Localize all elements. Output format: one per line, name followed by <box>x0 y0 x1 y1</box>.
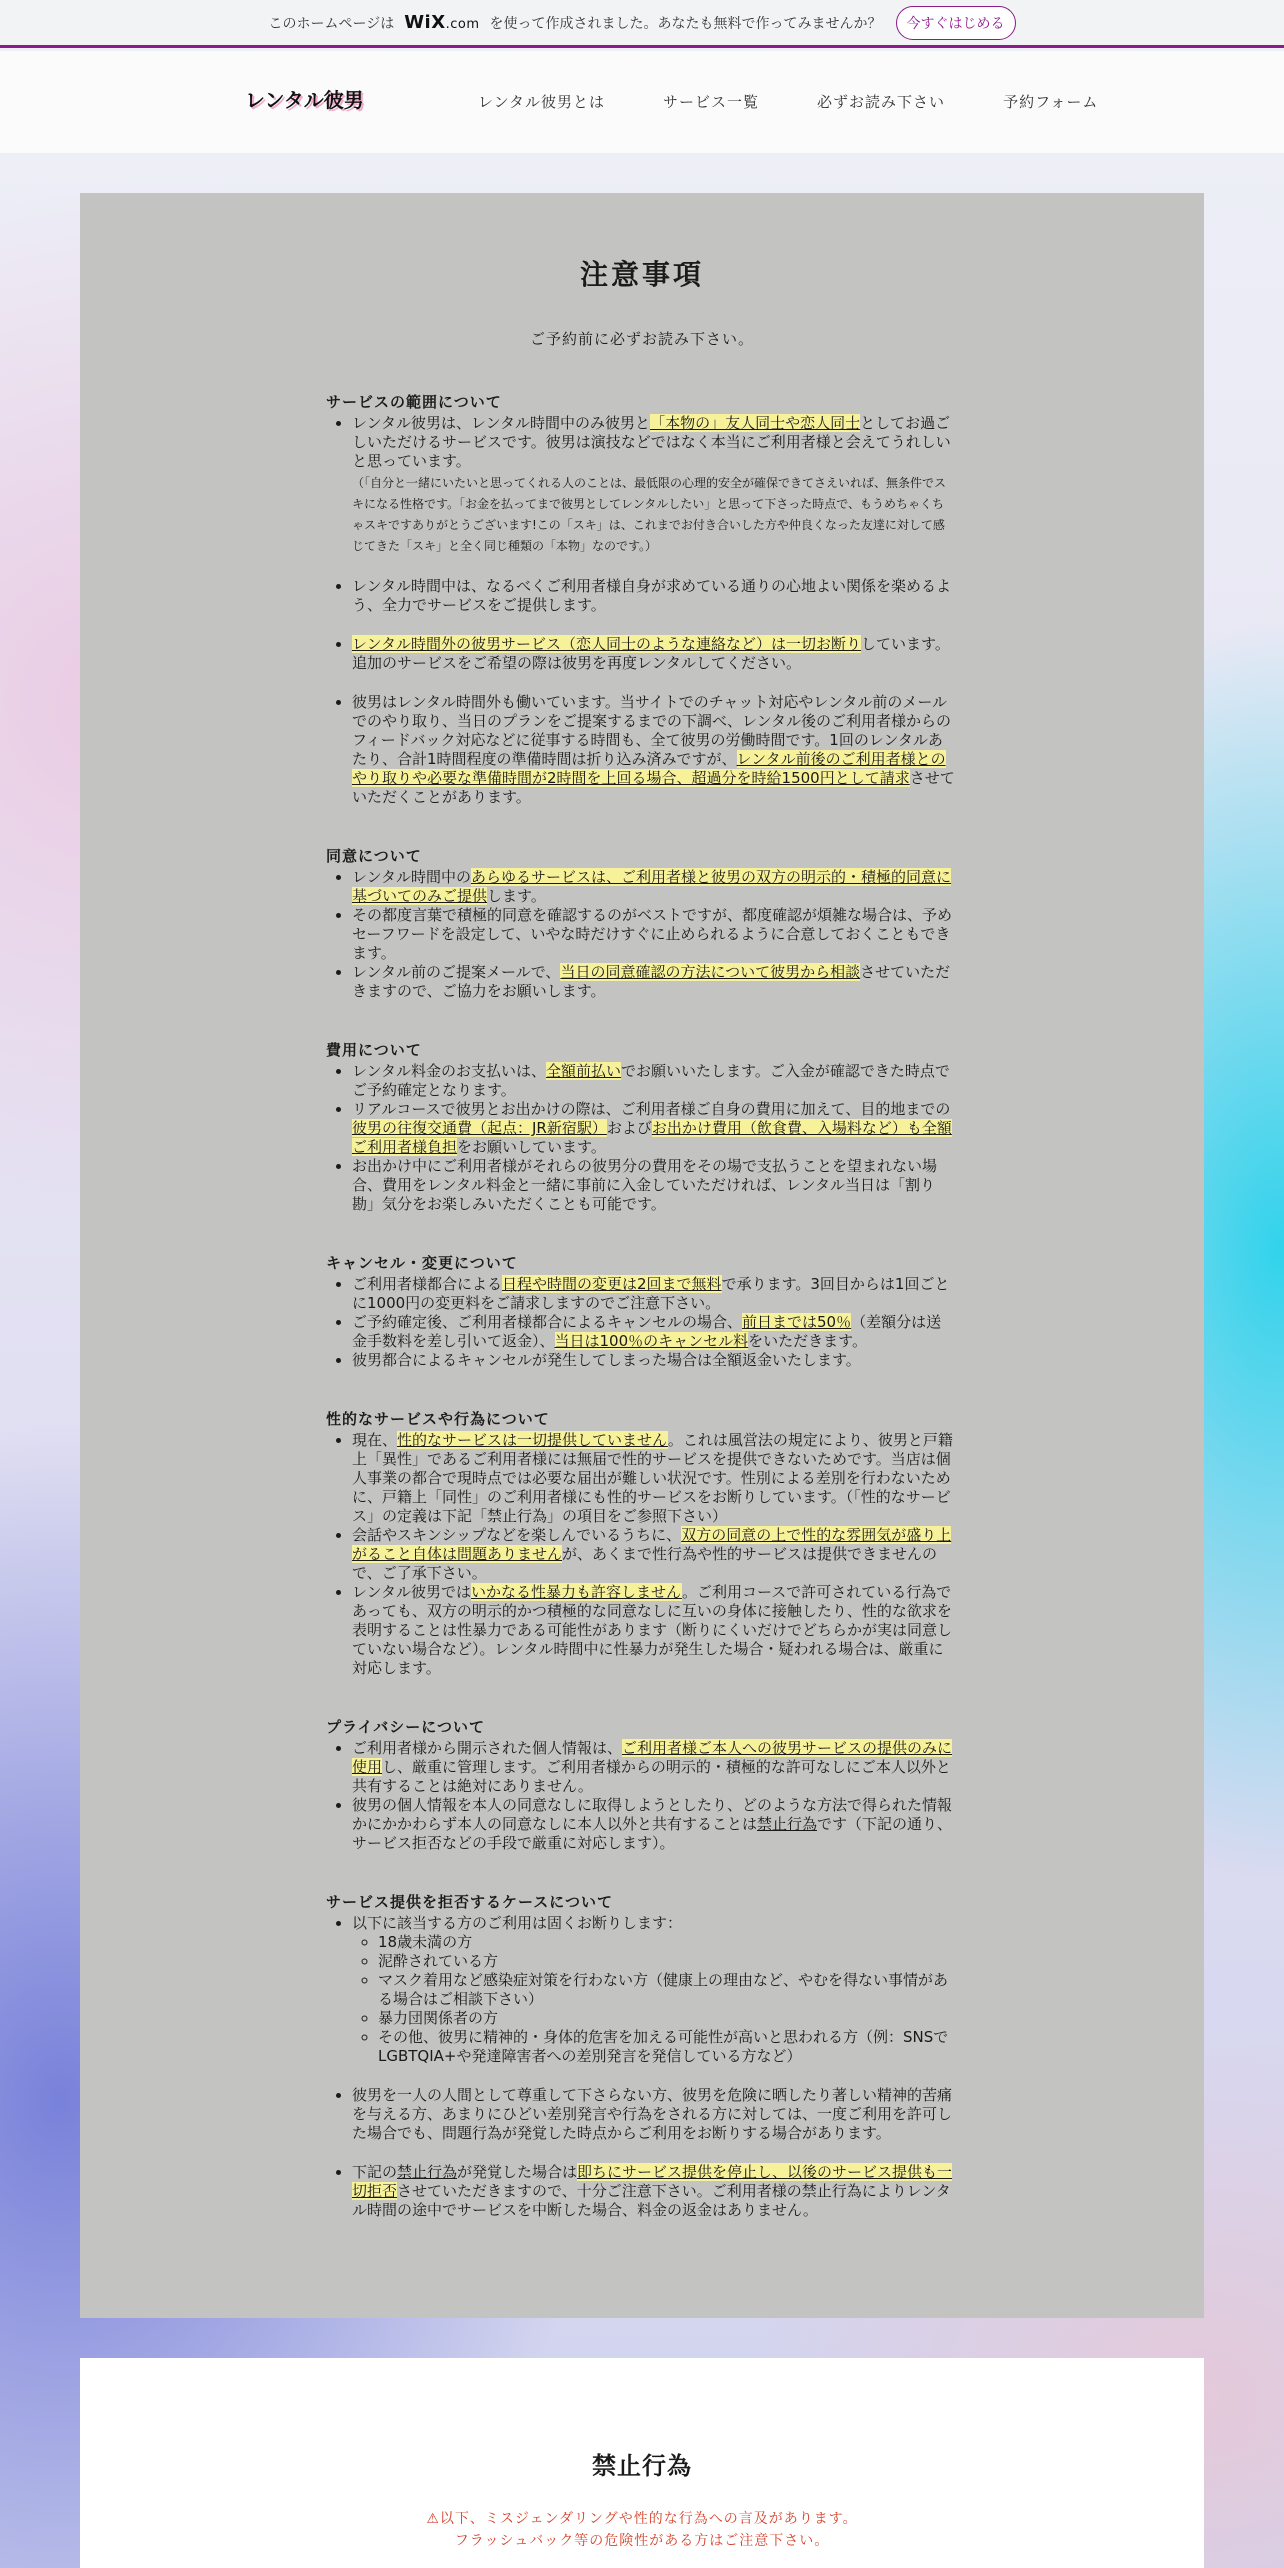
cancel-item2-b: をいただきます。 <box>748 1332 867 1350</box>
list-item <box>352 1062 956 1100</box>
refusal-item3-a: 下記の <box>352 2163 398 2181</box>
section-heading-cancel: キャンセル・変更について <box>326 1254 518 1272</box>
fees-item2-a: リアルコースで彼男とお出かけの際は、ご利用者様ご自身の費用に加えて、目的地までの <box>352 1100 951 1118</box>
cancel-item2-highlight2: 当日は100％のキャンセル料 <box>554 1332 749 1350</box>
fees-list <box>326 1062 956 1214</box>
list-item <box>352 1796 956 1853</box>
sexual-item2-b: が、あくまで性行為や性的サービスは提供できませんので、ご了承下さい。 <box>352 1545 938 1582</box>
section-heading-refusal: サービス提供を拒否するケースについて <box>326 1893 613 1911</box>
consent-list <box>326 868 956 1001</box>
cancel-item2-a: ご予約確定後、ご利用者様都合によるキャンセルの場合、 <box>352 1313 743 1331</box>
refusal-case: ◦ 暴力団関係者の方 <box>378 2009 956 2028</box>
cancel-item1-highlight: 日程や時間の変更は2回まで無料 <box>502 1275 722 1293</box>
notice-card <box>80 193 1204 2318</box>
consent-item3-highlight: 当日の同意確認の方法について彼男から相談 <box>560 963 861 981</box>
scope-item4-b: させていただくことがあります。 <box>352 769 955 806</box>
section-heading-privacy: プライバシーについて <box>326 1718 485 1736</box>
page-subtitle: ご予約前に必ずお読み下さい。 <box>529 330 754 348</box>
list-item <box>352 1739 956 1796</box>
list-item <box>352 2163 956 2220</box>
scope-item4-a: 彼男はレンタル時間外も働いています。当サイトでのチャット対応やレンタル前のメールでのやり取り、当日のプランをご提案するまでの下調べ、レンタル後のご利用者様からのフィードバック対応などに従事する時間も、全て彼男の労働時間です。1回のレンタルあたり、合計1時間程度の準備時間は折り込み済みですが、 <box>352 693 952 768</box>
refusal-list <box>326 1914 956 2220</box>
wix-banner-text-after: を使って作成されました。あなたも無料で作ってみませんか？ <box>489 15 882 32</box>
refusal-item3-mid: が発覚した場合は <box>457 2163 578 2181</box>
fees-item1-b: でお願いいたします。ご入金が確認できた時点でご予約確定となります。 <box>352 1062 950 1099</box>
list-item <box>352 1275 956 1313</box>
content-warning <box>80 2508 1204 2552</box>
refusal-intro: 以下に該当する方のご利用は固くお断りします： <box>352 1914 683 1932</box>
list-item: • レンタル時間中は、なるべくご利用者様自身が求めている通りの心地よい関係を楽めるよう、全力でサービスをご提供します。 <box>352 577 956 615</box>
wix-logo-suffix: .com <box>445 17 480 32</box>
sexual-item1-b: 。これは風営法の規定により、彼男と戸籍上「異性」であるご利用者様には無届で性的サービスを提供できないためです。当店は個人事業の都合で現時点では必要な届出が難しい状況です。性別による差別を行わないために、戸籍上「同性」のご利用者様にも性的サービスをお断りしています。（「性的なサービス」の定義は下記「禁止行為」の項目をご参照下さい） <box>352 1431 953 1525</box>
wix-logo-text: WiX <box>404 12 446 33</box>
list-item <box>352 693 956 807</box>
sexual-item2-a: 会話やスキンシップなどを楽しんでいるうちに、 <box>352 1526 682 1544</box>
scope-item1-highlight: 「本物の」友人同士や恋人同士 <box>650 414 861 432</box>
scope-item3-highlight: レンタル時間外の彼男サービス（恋人同士のような連絡など）は一切お断り <box>352 635 862 653</box>
list-item <box>352 963 956 1001</box>
list-item <box>352 1583 956 1678</box>
page-title: 注意事項 <box>579 258 704 291</box>
start-now-button[interactable]: 今すぐはじめる <box>896 6 1016 40</box>
scope-item1-note: （「自分と一緒にいたいと思ってくれる人のことは、最低限の心理的安全が確保できてさえいれば、無条件でスキになる性格です。「お金を払ってまで彼男としてレンタルしたい」と思って下さった時点で、もうめちゃくちゃスキですありがとうございます!この「スキ」は、これまでお付き合いした方や仲良くなった友達に対して感じてきた「スキ」と全く同じ種類の「本物」なのです。） <box>352 476 947 553</box>
prohibited-title: 禁止行為 <box>592 2452 692 2480</box>
list-item <box>352 414 956 557</box>
list-item: • その都度言葉で積極的同意を確認するのがベストですが、都度確認が煩雑な場合は、予めセーフワードを設定して、いやな時だけすぐに止められるように合意しておくこともできます。 <box>352 906 956 963</box>
notice-content <box>326 393 956 2220</box>
list-item <box>352 1100 956 1157</box>
refusal-case: ◦ 泥酔されている方 <box>378 1952 956 1971</box>
nav-item-reservation[interactable]: 予約フォーム <box>1003 93 1099 111</box>
scope-list <box>326 414 956 807</box>
list-item: • 彼男都合によるキャンセルが発生してしまった場合は全額返金いたします。 <box>352 1351 956 1370</box>
main-nav <box>478 91 1098 112</box>
refusal-cases-list <box>352 1933 956 2066</box>
sexual-item2-highlight: 双方の同意の上で性的な雰囲気が盛り上がること自体は問題ありません <box>352 1526 952 1563</box>
fees-item2-b: をお願いしています。 <box>457 1138 606 1156</box>
cancel-item2-highlight1: 前日までは50％ <box>742 1313 852 1331</box>
list-item <box>352 1431 956 1526</box>
sexual-item3-b: 。ご利用コースで許可されている行為であっても、双方の明示的かつ積極的な同意なしに互いの身体に接触したり、性的な欲求を表明することは性暴力である可能性があります（断りにくいだけでどちらかが実は同意していない場合など）。レンタル時間中に性暴力が発生した場合・疑われる場合は、厳重に対応します。 <box>352 1583 953 1677</box>
prohibited-card <box>80 2358 1204 2568</box>
warning-line-1: ⚠以下、ミスジェンダリングや性的な行為への言及があります。 <box>426 2511 858 2527</box>
fees-item1-a: レンタル料金のお支払いは、 <box>352 1062 547 1080</box>
privacy-item1-b: し、厳重に管理します。ご利用者様からの明示的・積極的な許可なしにご本人以外と共有することは絶対にありません。 <box>352 1758 951 1795</box>
consent-item1-highlight: あらゆるサービスは、ご利用者様と彼男の双方の明示的・積極的同意に基づいてのみご提供 <box>352 868 952 905</box>
scope-item1-a: レンタル彼男は、レンタル時間中のみ彼男と <box>352 414 651 432</box>
refusal-item3-highlight: 即ちにサービス提供を停止し、以後のサービス提供も一切拒否 <box>352 2163 953 2200</box>
section-heading-sexual: 性的なサービスや行為について <box>326 1410 550 1428</box>
privacy-item2-a: 彼男の個人情報を本人の同意なしに取得しようとしたり、どのような方法で得られた情報かにかかわらず本人の同意なしに本人以外と共有することは <box>352 1796 953 1833</box>
cancel-item2-mid: （差額分は送金手数料を差し引いて返金）、 <box>352 1313 942 1350</box>
consent-item3-b: させていただきますので、ご協力をお願いします。 <box>352 963 951 1000</box>
scope-item3-b: しています。追加のサービスをご希望の際は彼男を再度レンタルしてください。 <box>352 635 950 672</box>
consent-item1-b: します。 <box>487 887 546 905</box>
list-item <box>352 1526 956 1583</box>
sexual-item3-a: レンタル彼男では <box>352 1583 472 1601</box>
prohibited-acts-link[interactable]: 禁止行為 <box>397 2163 458 2181</box>
privacy-item1-highlight: ご利用者様ご本人への彼男サービスの提供のみに使用 <box>352 1739 953 1776</box>
sexual-item1-highlight: 性的なサービスは一切提供していません <box>397 1431 668 1449</box>
site-header <box>0 51 1284 153</box>
site-logo[interactable]: レンタル彼男 <box>245 88 364 112</box>
nav-item-must-read[interactable]: 必ずお読み下さい <box>817 93 946 111</box>
scope-item4-highlight: レンタル前後のご利用者様とのやり取りや必要な準備時間が2時間を上回る場合、超過分を時給1500円として請求 <box>352 750 946 787</box>
refusal-case: ◦ その他、彼男に精神的・身体的危害を加える可能性が高いと思われる方（例：SNSでLGBTQIA+や発達障害者への差別発言を発信している方など） <box>378 2028 956 2066</box>
list-item <box>352 635 956 673</box>
fees-item1-highlight: 全額前払い <box>546 1062 622 1080</box>
nav-item-about[interactable]: レンタル彼男とは <box>478 93 606 111</box>
list-item <box>352 868 956 906</box>
privacy-item2-b: です（下記の通り、サービス拒否などの手段で厳重に対応します）。 <box>352 1815 953 1852</box>
wix-banner-text-before: このホームページは <box>268 15 395 32</box>
list-item: • お出かけ中にご利用者様がそれらの彼男分の費用をその場で支払うことを望まれない場合、費用をレンタル料金と一緒に事前に入金していただければ、レンタル当日は「割り勘」気分をお楽しみいただくことも可能です。 <box>352 1157 956 1214</box>
sexual-list <box>326 1431 956 1678</box>
sexual-item1-a: 現在、 <box>352 1431 398 1449</box>
cancel-item1-a: ご利用者様都合による <box>352 1275 503 1293</box>
section-heading-scope: サービスの範囲について <box>326 393 502 411</box>
scope-item1-b: としてお過ごしいただけるサービスです。彼男は演技などではなく本当にご利用者様と会えてうれしいと思っています。 <box>352 414 951 470</box>
nav-item-services[interactable]: サービス一覧 <box>663 93 760 111</box>
privacy-item1-a: ご利用者様から開示された個人情報は、 <box>352 1739 623 1757</box>
consent-item1-a: レンタル時間中の <box>352 868 472 886</box>
consent-item3-a: レンタル前のご提案メールで、 <box>352 963 561 981</box>
list-item <box>352 1914 956 2066</box>
list-item: • 彼男を一人の人間として尊重して下さらない方、彼男を危険に晒したり著しい精神的苦痛を与える方、あまりにひどい差別発言や行為をされる方に対しては、一度ご利用を許可した場合でも、問題行為が発覚した時点からご利用をお断りする場合があります。 <box>352 2086 956 2143</box>
cancel-item1-b: で承ります。3回目からは1回ごとに1000円の変更料をご請求しますのでご注意下さい。 <box>352 1275 950 1312</box>
privacy-list <box>326 1739 956 1853</box>
wix-logo[interactable] <box>404 12 479 33</box>
fees-item2-highlight2: お出かけ費用（飲食費、入場料など）も全額ご利用者様負担 <box>352 1119 952 1156</box>
refusal-case: ◦ マスク着用など感染症対策を行わない方（健康上の理由など、やむを得ない事情がある場合はご相談下さい） <box>378 1971 956 2009</box>
fees-item2-highlight1: 彼男の往復交通費（起点：JR新宿駅） <box>352 1119 607 1137</box>
wix-banner <box>0 0 1284 48</box>
sexual-item3-highlight: いかなる性暴力も許容しません <box>471 1583 682 1601</box>
section-heading-consent: 同意について <box>326 847 422 865</box>
refusal-case: ◦ 18歳未満の方 <box>378 1933 956 1952</box>
prohibited-acts-link[interactable]: 禁止行為 <box>757 1815 818 1833</box>
refusal-item3-b: させていただきますので、十分ご注意下さい。ご利用者様の禁止行為によりレンタル時間の途中でサービスを中断した場合、料金の返金はありません。 <box>352 2182 951 2219</box>
list-item <box>352 1313 956 1351</box>
warning-line-2: フラッシュバック等の危険性がある方はご注意下さい。 <box>454 2533 830 2549</box>
cancel-list <box>326 1275 956 1370</box>
section-heading-fees: 費用について <box>326 1041 422 1059</box>
fees-item2-mid: および <box>606 1119 652 1137</box>
